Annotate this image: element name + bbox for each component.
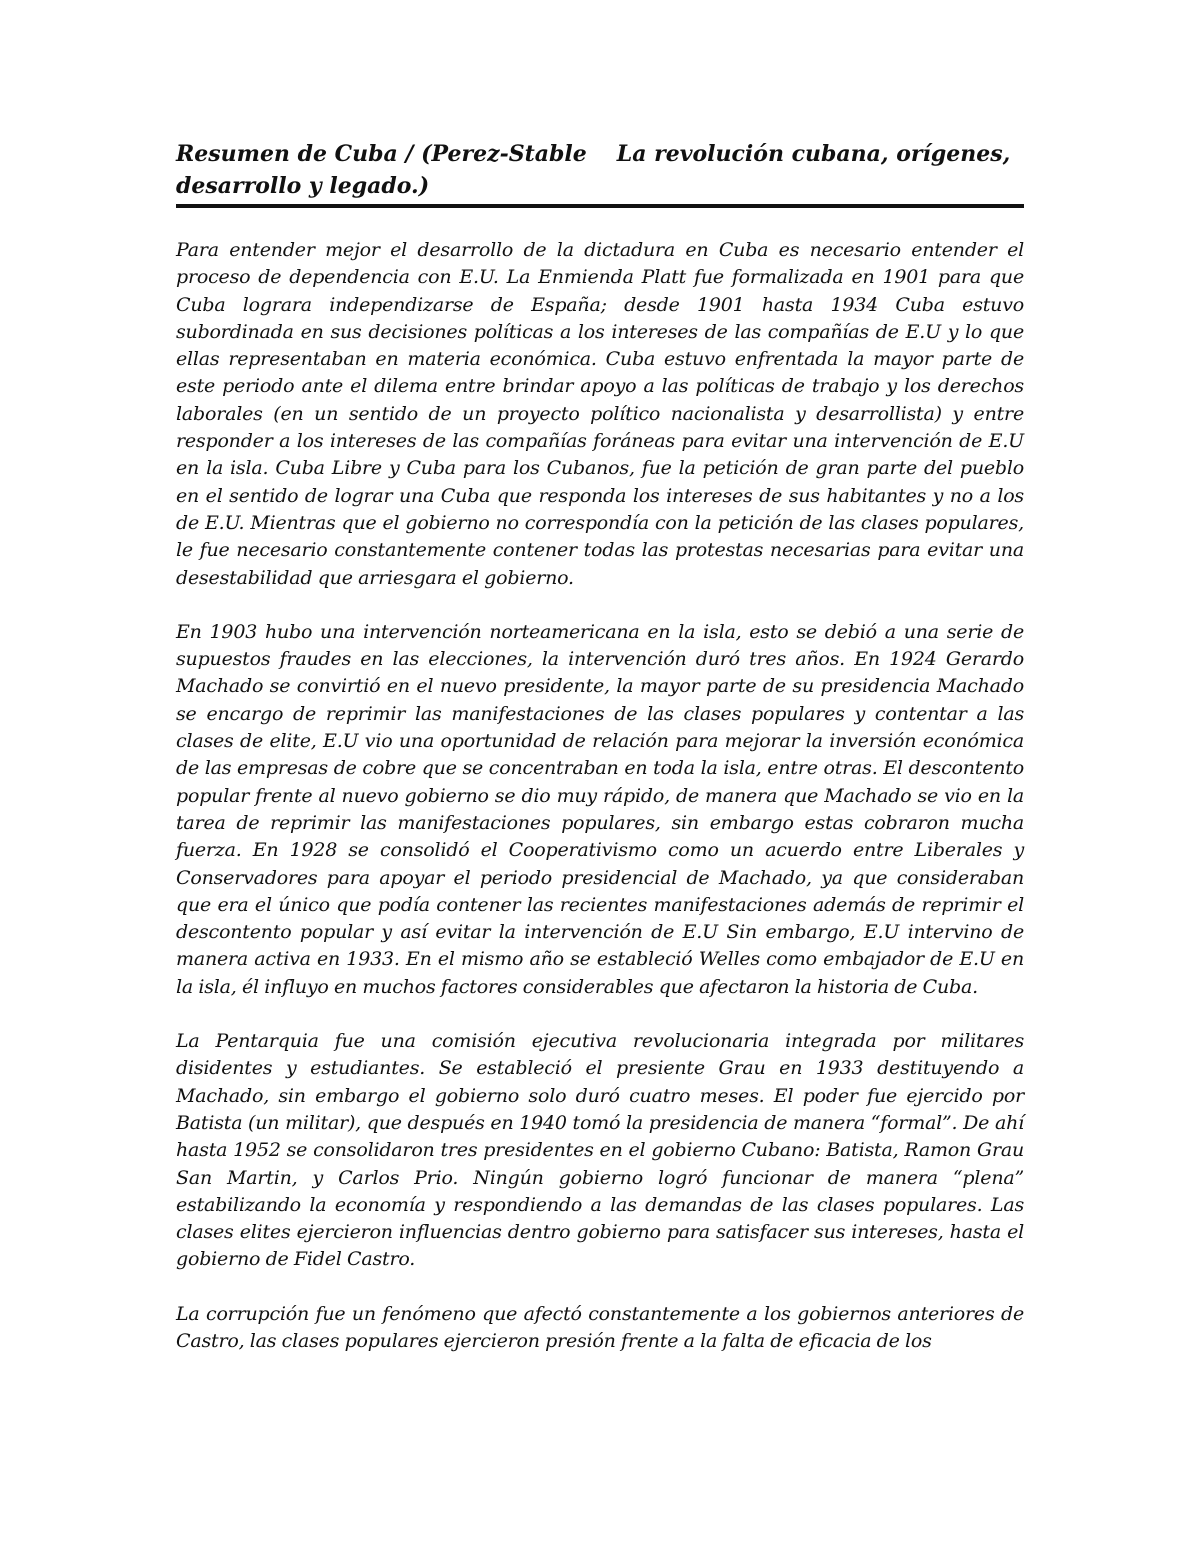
paragraph-2: En 1903 hubo una intervención norteamericana en la isla, esto se debió a una serie de supuestos fraudes en las elecciones, la intervención duró tres años. En 1924 Gerardo Machado se convirtió en el nuevo presidente, la mayor parte de su presidencia Machado se encargo de reprimir las manifestaciones de las clases populares y contentar a las clases de elite, E.U vio una oportunidad de relación para mejorar la inversión económica de las empresas de cobre que se concentraban en toda la isla, entre otras. El descontento popular frente al nuevo gobierno se dio muy rápido, de manera que Machado se vio en la tarea de reprimir las manifestaciones populares, sin embargo estas cobraron mucha fuerza. En 1928 se consolidó el Cooperativismo como un acuerdo entre Liberales y Conservadores para apoyar el periodo presidencial de Machado, ya que consideraban que era el único que podía contener las recientes manifestaciones además de reprimir el descontento popular y así evitar la intervención de E.U Sin embargo, E.U intervino de manera activa en 1933. En el mismo año se estableció Welles como embajador de E.U en la isla, él influyo en muchos factores considerables que afectaron la historia de Cuba. [176, 620, 1024, 998]
title-part-1: Resumen de Cuba / (Perez-Stable [176, 141, 587, 167]
paragraph-1: Para entender mejor el desarrollo de la dictadura en Cuba es necesario entender el proceso de dependencia con E.U. La Enmienda Platt fue formalizada en 1901 para que Cuba lograra independizarse de España; desde 1901 hasta 1934 Cuba estuvo subordinada en sus decisiones políticas a los intereses de las compañías de E.U y lo que ellas representaban en materia económica. Cuba estuvo enfrentada la mayor parte de este periodo ante el dilema entre brindar apoyo a las políticas de trabajo y los derechos laborales (en un sentido de un proyecto político nacionalista y desarrollista) y entre responder a los intereses de las compañías foráneas para evitar una intervención de E.U en la isla. Cuba Libre y Cuba para los Cubanos, fue la petición de gran parte del pueblo en el sentido de lograr una Cuba que responda los intereses de sus habitantes y no a los de E.U. Mientras que el gobierno no correspondía con la petición de las clases populares, le fue necesario constantemente contener todas las protestas necesarias para evitar una desestabilidad que arriesgara el gobierno. [176, 239, 1024, 589]
paragraph-3: La Pentarquia fue una comisión ejecutiva revolucionaria integrada por militares disidentes y estudiantes. Se estableció el presiente Grau en 1933 destituyendo a Machado, sin embargo el gobierno solo duró cuatro meses. El poder fue ejercido por Batista (un militar), que después en 1940 tomó la presidencia de manera “formal”. De ahí hasta 1952 se consolidaron tres presidentes en el gobierno Cubano: Batista, Ramon Grau San Martin, y Carlos Prio. Ningún gobierno logró funcionar de manera “plena” estabilizando la economía y respondiendo a las demandas de las clases populares. Las clases elites ejercieron influencias dentro gobierno para satisfacer sus intereses, hasta el gobierno de Fidel Castro. [176, 1030, 1024, 1271]
document-page [176, 138, 1024, 1355]
paragraph-4: La corrupción fue un fenómeno que afectó constantemente a los gobiernos anteriores de Castro, las clases populares ejercieron presión frente a la falta de eficacia de los [176, 1302, 1024, 1352]
title-part-2: La revolución cubana, orígenes, desarrollo y legado.) [176, 141, 1011, 199]
document-title [176, 138, 1024, 208]
